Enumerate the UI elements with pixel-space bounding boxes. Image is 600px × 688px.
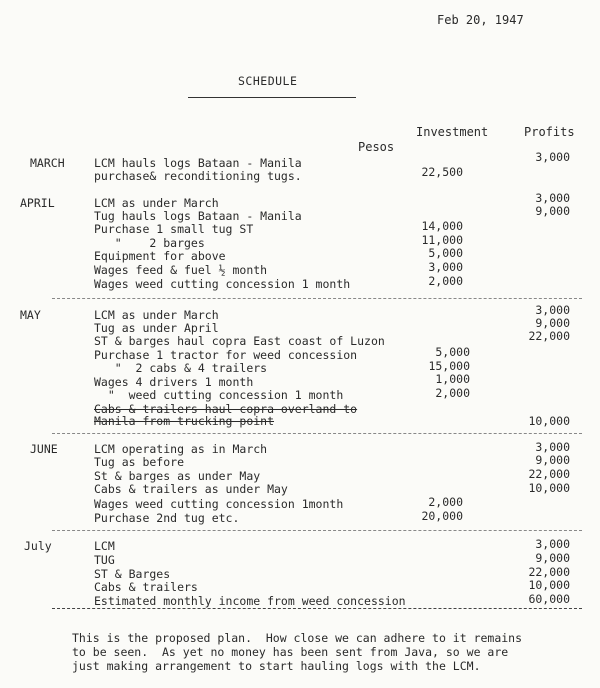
line-item: Estimated monthly income from weed concession: [94, 594, 406, 608]
profit-value: 9,000: [535, 453, 570, 467]
title-underline: [188, 97, 356, 98]
line-item: Purchase 1 tractor for weed concession: [94, 348, 358, 362]
profit-value: 10,000: [528, 414, 570, 428]
line-item: Wages weed cutting concession 1 month: [94, 277, 351, 291]
line-item: Cabs & trailers haul copra overland to: [94, 402, 358, 416]
profit-value: 10,000: [528, 578, 570, 592]
document-title: SCHEDULE: [238, 74, 298, 88]
investment-header: Investment: [416, 125, 489, 139]
investment-value: 2,000: [428, 495, 463, 509]
section-divider: [52, 530, 582, 531]
line-item: Purchase 2nd tug etc.: [94, 511, 240, 525]
footer-line: to be seen. As yet no money has been sent from Java, so we are: [72, 645, 509, 659]
month-july: July: [24, 539, 52, 553]
investment-value: 22,500: [421, 165, 463, 179]
line-item: Tug hauls logs Bataan - Manila: [94, 209, 302, 223]
line-item: LCM hauls logs Bataan - Manila: [94, 156, 302, 170]
investment-value: 5,000: [435, 345, 470, 359]
line-item: Wages 4 drivers 1 month: [94, 375, 254, 389]
month-may: MAY: [20, 308, 41, 322]
line-item: ST & Barges: [94, 567, 171, 581]
profit-value: 9,000: [535, 316, 570, 330]
profit-value: 60,000: [528, 592, 570, 606]
investment-value: 15,000: [428, 359, 470, 373]
profit-value: 3,000: [535, 440, 570, 454]
pesos-header: Pesos: [358, 140, 395, 154]
line-item: Manila from trucking point: [94, 414, 275, 428]
month-june: JUNE: [30, 442, 58, 456]
line-item: Cabs & trailers as under May: [94, 482, 288, 496]
line-item: St & barges as under May: [94, 469, 261, 483]
closing-rule: [52, 608, 582, 609]
line-item: Tug as under April: [94, 321, 219, 335]
profit-value: 3,000: [535, 303, 570, 317]
profit-value: 10,000: [528, 481, 570, 495]
profit-value: 3,000: [535, 537, 570, 551]
footer-line: This is the proposed plan. How close we can adhere to it remains: [72, 631, 523, 645]
line-item: Purchase 1 small tug ST: [94, 222, 254, 236]
profit-value: 3,000: [535, 150, 570, 164]
footer-line: just making arrangement to start hauling logs with the LCM.: [72, 659, 481, 673]
month-march: MARCH: [30, 156, 65, 170]
investment-value: 14,000: [421, 219, 463, 233]
line-item: Tug as before: [94, 455, 185, 469]
document-date: Feb 20, 1947: [437, 13, 524, 27]
month-april: APRIL: [20, 196, 55, 210]
investment-value: 2,000: [435, 386, 470, 400]
investment-value: 11,000: [421, 233, 463, 247]
investment-value: 2,000: [428, 274, 463, 288]
line-item: TUG: [94, 553, 115, 567]
section-divider: [52, 298, 582, 299]
investment-value: 3,000: [428, 260, 463, 274]
profit-value: 9,000: [535, 551, 570, 565]
line-item: Wages feed & fuel ½ month: [94, 263, 268, 277]
profit-value: 9,000: [535, 204, 570, 218]
investment-value: 1,000: [435, 372, 470, 386]
line-item: Wages weed cutting concession 1month: [94, 497, 344, 511]
profit-value: 3,000: [535, 191, 570, 205]
profits-header: Profits: [524, 125, 575, 139]
line-item: purchase& reconditioning tugs.: [94, 169, 302, 183]
line-item: " 2 cabs & 4 trailers: [94, 361, 268, 375]
line-item: " 2 barges: [94, 236, 205, 250]
line-item: LCM as under March: [94, 196, 219, 210]
line-item: Cabs & trailers: [94, 580, 198, 594]
profit-value: 22,000: [528, 329, 570, 343]
line-item: ST & barges haul copra East coast of Luzon: [94, 334, 385, 348]
investment-value: 5,000: [428, 246, 463, 260]
line-item: LCM operating as in March: [94, 442, 268, 456]
profit-value: 22,000: [528, 565, 570, 579]
investment-value: 20,000: [421, 509, 463, 523]
section-divider: [52, 433, 582, 434]
line-item: LCM as under March: [94, 308, 219, 322]
profit-value: 22,000: [528, 467, 570, 481]
line-item: LCM: [94, 539, 115, 553]
line-item: Equipment for above: [94, 249, 226, 263]
line-item: " weed cutting concession 1 month: [94, 388, 344, 402]
